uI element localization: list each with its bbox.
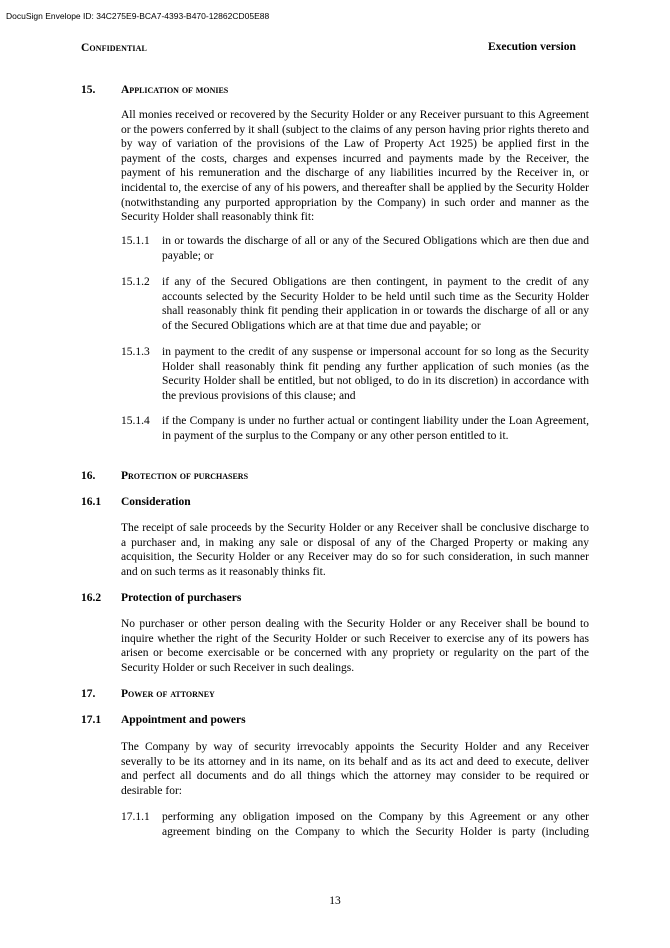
clause-15-1-4-text: if the Company is under no further actual or contingent liability under the Loan Agreement, in payment of the surplus to the Company or any other person entitled to it. <box>162 415 589 442</box>
clause-16-1-text: The receipt of sale proceeds by the Security Holder or any Receiver shall be conclusive discharge to a purchaser and, in making any sale or disposal of any of the Charged Property or making any acquisition, the Security Holder or any Receiver may do so for such consideration, in such manner and on such terms as it reasonably thinks fit. <box>121 522 589 578</box>
clause-15-1-4-number: 15.1.4 <box>121 415 150 427</box>
envelope-id: DocuSign Envelope ID: 34C275E9-BCA7-4393-B470-12862CD05E88 <box>6 11 270 21</box>
clause-17-1-1-text: performing any obligation imposed on the Company by this Agreement or any other agreement binding on the Company to which the Security Holder is party (including <box>162 811 589 838</box>
clause-15-1-2-number: 15.1.2 <box>121 276 150 288</box>
clause-16-1-number: 16.1 <box>81 496 102 508</box>
clause-17-1-title: Appointment and powers <box>121 714 246 726</box>
section-17-number: 17. <box>81 688 96 700</box>
section-16-title: Protection of purchasers <box>121 470 249 482</box>
clause-16-2-number: 16.2 <box>81 592 102 604</box>
clause-15-1-3-number: 15.1.3 <box>121 346 150 358</box>
clause-17-1-text: The Company by way of security irrevocably appoints the Security Holder and any Receiver severally to be its attorney and in its name, on its behalf and as its act and deed to execute, deliver and perfect all documents and do all things which the attorney may consider to be required or desirable for: <box>121 741 589 797</box>
clause-16-2-title: Protection of purchasers <box>121 592 242 604</box>
clause-15-1-1-text: in or towards the discharge of all or any of the Secured Obligations which are then due and payable; or <box>162 235 589 262</box>
section-17-title: Power of attorney <box>121 688 215 700</box>
page-number: 13 <box>329 895 341 907</box>
section-15-intro: All monies received or recovered by the Security Holder or any Receiver pursuant to this Agreement or the powers conferred by it shall (subject to the claims of any person having prior rights thereto and by way of variation of the provisions of the Law of Property Act 1925) be applied first in the payment of the costs, charges and expenses incurred and payments made by the Receiver, the payment of his remuneration and the discharge of any liabilities incurred by the Receiver in, or incidental to, the exercise of any of his powers, and thereafter shall be applied by the Security Holder (notwithstanding any purported appropriation by the Company) in such order and manner as the Security Holder shall reasonably think fit: <box>121 109 589 224</box>
clause-16-1-title: Consideration <box>121 496 191 508</box>
section-16-number: 16. <box>81 470 96 482</box>
header-confidential: Confidential <box>81 42 147 54</box>
clause-16-2-text: No purchaser or other person dealing with the Security Holder or any Receiver shall be bound to inquire whether the right of the Security Holder or such Receiver to exercise any of its powers has arisen or become exercisable or be concerned with any propriety or regularity on the part of the Security Holder or such Receiver in such dealings. <box>121 618 589 674</box>
clause-17-1-1-number: 17.1.1 <box>121 811 150 823</box>
clause-17-1-number: 17.1 <box>81 714 102 726</box>
section-15-number: 15. <box>81 84 96 96</box>
clause-15-1-1-number: 15.1.1 <box>121 235 150 247</box>
clause-15-1-3-text: in payment to the credit of any suspense or impersonal account for so long as the Security Holder shall reasonably think fit pending any further application of such monies (as the Security Holder shall be entitled, but not obliged, to do in its discretion) in accordance with the previous provisions of this clause; and <box>162 346 589 402</box>
header-execution-version: Execution version <box>488 41 576 53</box>
clause-15-1-2-text: if any of the Secured Obligations are then contingent, in payment to the credit of any accounts selected by the Security Holder to be held until such time as the Security Holder shall reasonably think fit pending their application in or towards the discharge of all or any of the Secured Obligations which are at that time due and payable; or <box>162 276 589 332</box>
section-15-title: Application of monies <box>121 84 229 96</box>
